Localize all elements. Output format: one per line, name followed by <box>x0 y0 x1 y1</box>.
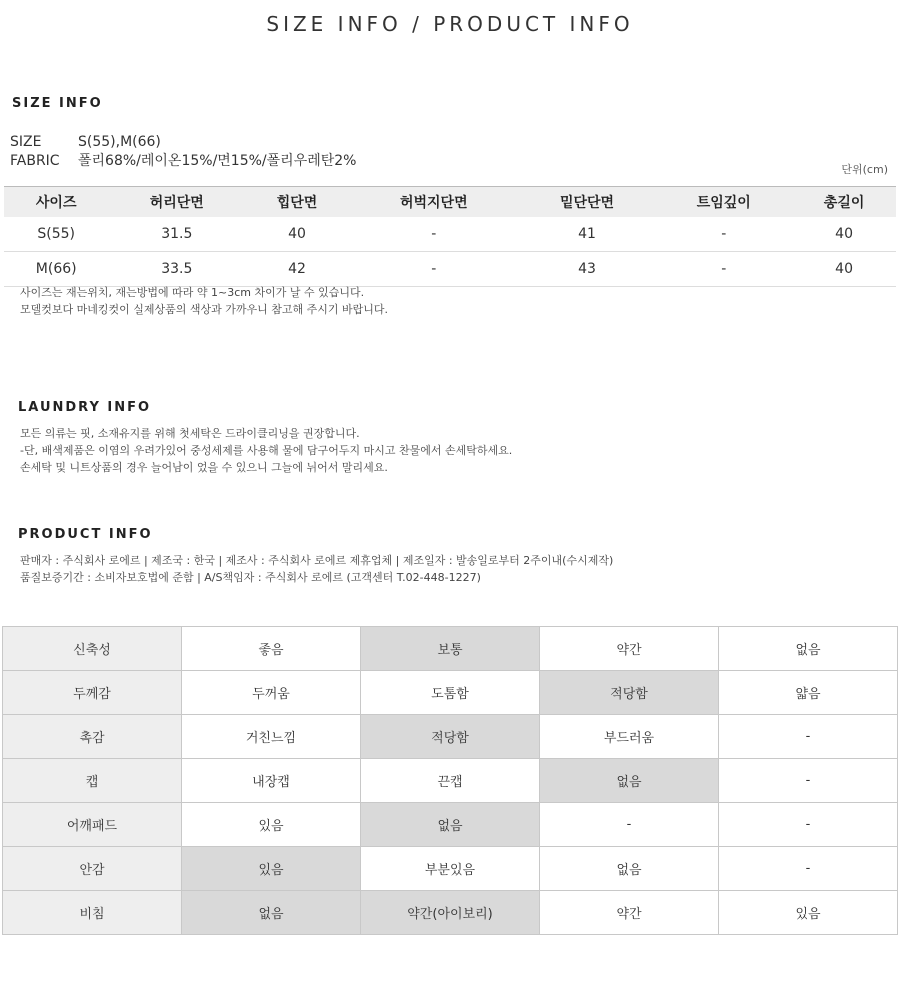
unit-label: 단위(cm) <box>841 163 888 176</box>
size-col-header: 밑단단면 <box>519 187 656 218</box>
property-option: 도톰함 <box>361 671 540 715</box>
property-option-selected: 없음 <box>182 891 361 935</box>
property-row <box>3 715 898 759</box>
property-name: 안감 <box>3 847 182 891</box>
laundry-info-heading: LAUNDRY INFO <box>18 400 152 415</box>
size-cell: - <box>655 217 792 252</box>
fabric-value: 폴리68%/레이온15%/면15%/폴리우레탄2% <box>78 153 357 169</box>
size-table-row <box>4 217 896 252</box>
fabric-spec-row <box>10 150 356 170</box>
property-option: 약간 <box>540 627 719 671</box>
size-col-header: 허벅지단면 <box>349 187 519 218</box>
property-option: 끈캡 <box>361 759 540 803</box>
property-option-selected: 적당함 <box>361 715 540 759</box>
size-cell: S(55) <box>4 217 108 252</box>
size-note: 사이즈는 재는위치, 재는방법에 따라 약 1~3cm 차이가 날 수 있습니다. <box>20 286 365 299</box>
property-option: 부분있음 <box>361 847 540 891</box>
property-option: 없음 <box>719 627 898 671</box>
property-option: - <box>719 847 898 891</box>
page-title: SIZE INFO / PRODUCT INFO <box>266 12 634 36</box>
laundry-note: 손세탁 및 니트상품의 경우 늘어남이 었을 수 있으니 그늘에 뉘어서 말리세요. <box>20 461 388 474</box>
property-option-selected: 없음 <box>361 803 540 847</box>
size-table-header <box>4 187 896 218</box>
size-col-header: 허리단면 <box>108 187 245 218</box>
size-cell: - <box>349 217 519 252</box>
property-option: 없음 <box>540 847 719 891</box>
size-note: 모델컷보다 마네킹컷이 실제상품의 색상과 가까우니 참고해 주시기 바랍니다. <box>20 303 389 316</box>
size-col-header: 총길이 <box>792 187 896 218</box>
property-option: 좋음 <box>182 627 361 671</box>
property-option: 거친느낌 <box>182 715 361 759</box>
size-notes <box>20 284 388 318</box>
size-cell: 43 <box>519 252 656 287</box>
size-cell: 31.5 <box>108 217 245 252</box>
product-note: 품질보증기간 : 소비자보호법에 준함 | A/S책임자 : 주식회사 로에르 (고객센터 T.02-448-1227) <box>20 571 481 584</box>
size-info-heading: SIZE INFO <box>12 96 103 111</box>
property-option-selected: 적당함 <box>540 671 719 715</box>
property-option: 부드러움 <box>540 715 719 759</box>
size-table-row <box>4 252 896 287</box>
size-col-header: 힙단면 <box>245 187 349 218</box>
property-row <box>3 891 898 935</box>
property-option: 두꺼움 <box>182 671 361 715</box>
property-name: 캡 <box>3 759 182 803</box>
property-name: 비침 <box>3 891 182 935</box>
property-option: - <box>540 803 719 847</box>
size-col-header: 트임깊이 <box>655 187 792 218</box>
property-option: 내장캡 <box>182 759 361 803</box>
product-properties-table <box>2 626 898 935</box>
size-cell: - <box>655 252 792 287</box>
size-cell: M(66) <box>4 252 108 287</box>
property-option: - <box>719 759 898 803</box>
size-cell: 40 <box>792 252 896 287</box>
laundry-note: 모든 의류는 핏, 소재유지를 위해 첫세탁은 드라이클리닝을 권장합니다. <box>20 427 360 440</box>
property-option: - <box>719 715 898 759</box>
size-cell: 40 <box>245 217 349 252</box>
property-row <box>3 847 898 891</box>
property-row <box>3 671 898 715</box>
property-name: 두께감 <box>3 671 182 715</box>
product-info-heading: PRODUCT INFO <box>18 527 153 542</box>
property-row <box>3 759 898 803</box>
property-name: 촉감 <box>3 715 182 759</box>
property-option-selected: 있음 <box>182 847 361 891</box>
size-col-header: 사이즈 <box>4 187 108 218</box>
property-option: 있음 <box>719 891 898 935</box>
property-option-selected: 약간(아이보리) <box>361 891 540 935</box>
property-option-selected: 보통 <box>361 627 540 671</box>
size-cell: - <box>349 252 519 287</box>
property-name: 어깨패드 <box>3 803 182 847</box>
fabric-label: FABRIC <box>10 153 60 169</box>
property-row <box>3 803 898 847</box>
size-label: SIZE <box>10 134 42 150</box>
size-cell: 33.5 <box>108 252 245 287</box>
size-spec-row <box>10 134 161 150</box>
property-row <box>3 627 898 671</box>
product-note: 판매자 : 주식회사 로에르 | 제조국 : 한국 | 제조사 : 주식회사 로에르 제휴업체 | 제조일자 : 발송일로부터 2주이내(수시제작) <box>20 554 614 567</box>
size-value: S(55),M(66) <box>78 134 161 150</box>
size-table <box>4 186 896 287</box>
property-name: 신축성 <box>3 627 182 671</box>
laundry-notes <box>20 425 512 476</box>
size-cell: 41 <box>519 217 656 252</box>
property-option: 있음 <box>182 803 361 847</box>
property-option: - <box>719 803 898 847</box>
property-option: 약간 <box>540 891 719 935</box>
property-option-selected: 없음 <box>540 759 719 803</box>
product-notes <box>20 552 613 586</box>
property-option: 얇음 <box>719 671 898 715</box>
size-cell: 42 <box>245 252 349 287</box>
laundry-note: -단, 배색제품은 이염의 우려가있어 중성세제를 사용해 물에 담구어두지 마시고 찬물에서 손세탁하세요. <box>20 444 513 457</box>
size-cell: 40 <box>792 217 896 252</box>
